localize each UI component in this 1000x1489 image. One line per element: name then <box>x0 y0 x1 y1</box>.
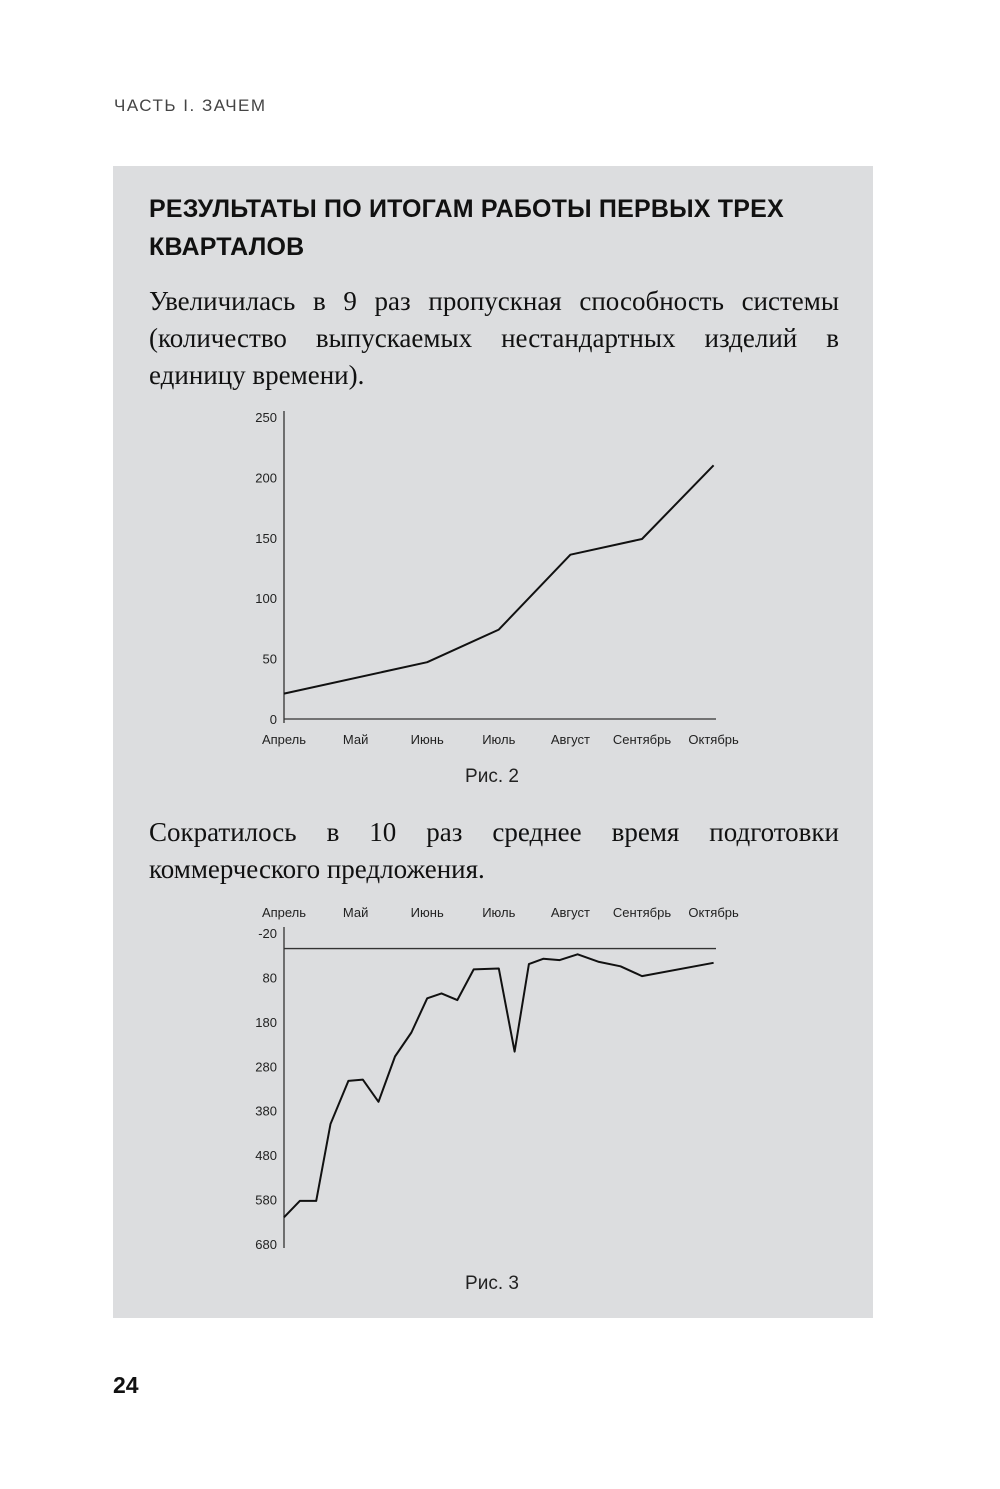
y-tick-label: 580 <box>255 1192 277 1208</box>
x-tick-label: Июль <box>482 905 516 920</box>
x-tick-label: Июнь <box>410 905 444 920</box>
y-tick-label: 250 <box>255 410 277 425</box>
y-tick-label: 280 <box>255 1059 277 1075</box>
y-tick-label: 200 <box>255 470 277 486</box>
series-line <box>284 954 714 1217</box>
y-tick-label: 0 <box>269 712 277 727</box>
y-tick-label: 380 <box>255 1103 277 1119</box>
section-heading: РЕЗУЛЬТАТЫ ПО ИТОГАМ РАБОТЫ ПЕРВЫХ ТРЕХ КВАРТАЛОВ <box>149 195 784 261</box>
y-tick-label: 50 <box>262 651 277 667</box>
y-tick-label: 680 <box>255 1237 277 1252</box>
y-tick-label: 100 <box>255 591 277 607</box>
x-tick-label: Июнь <box>410 732 444 747</box>
y-tick-label: -20 <box>258 926 277 941</box>
x-tick-label: Апрель <box>261 905 307 920</box>
x-tick-label: Сентябрь <box>612 732 672 747</box>
figure-caption-3: Рис. 3 <box>465 1273 519 1294</box>
paragraph-throughput: Увеличилась в 9 раз пропускная способность системы (количество выпускаемых нестандартных изделий в единицу времени). <box>149 286 839 390</box>
x-tick-label: Май <box>342 732 369 747</box>
figure-caption-2: Рис. 2 <box>465 766 519 787</box>
x-tick-label: Октябрь <box>688 905 739 920</box>
x-tick-label: Октябрь <box>688 732 739 747</box>
paragraph-proposal-time: Сократилось в 10 раз среднее время подготовки коммерческого предложения. <box>149 817 839 884</box>
x-tick-label: Август <box>550 905 590 920</box>
running-header: ЧАСТЬ I. ЗАЧЕМ <box>114 96 267 115</box>
x-tick-label: Сентябрь <box>612 905 672 920</box>
page-number: 24 <box>113 1372 139 1398</box>
x-tick-label: Май <box>342 905 369 920</box>
y-tick-label: 480 <box>255 1148 277 1164</box>
x-tick-label: Август <box>550 732 590 747</box>
y-tick-label: 150 <box>255 530 277 546</box>
y-tick-label: 180 <box>255 1014 277 1030</box>
x-tick-label: Апрель <box>261 732 307 747</box>
x-tick-label: Июль <box>482 732 516 747</box>
y-tick-label: 80 <box>262 970 277 986</box>
